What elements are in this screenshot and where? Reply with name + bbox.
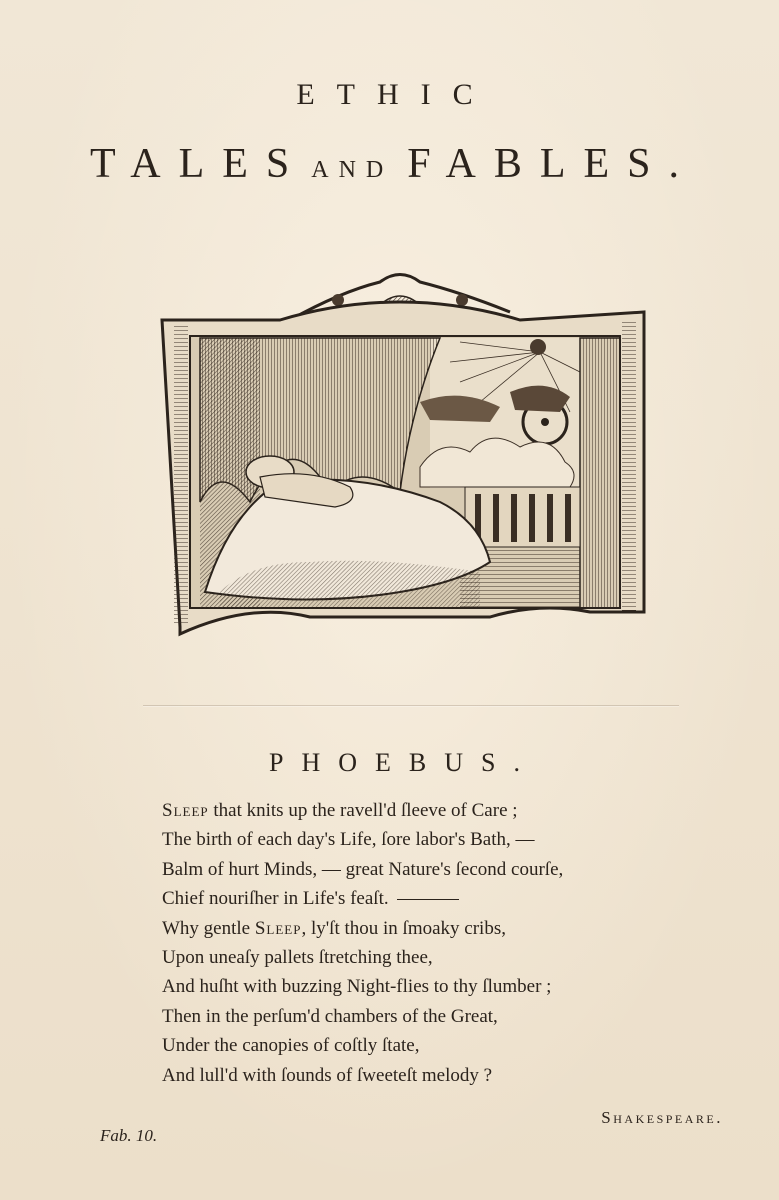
poem-line: Under the canopies of coſtly ſtate, [162,1035,420,1057]
line-text: , ly'ſt thou in ſmoaky cribs, [301,917,506,939]
title-word-and: AND [311,157,394,183]
small-caps-word: Sleep [162,800,209,821]
title-word-fables: FABLES. [407,141,698,187]
engraving-illustration [160,262,646,642]
poem-line [162,914,682,943]
fable-reference: Fab. 10. [100,1126,158,1145]
poem-line [162,884,682,913]
poem-line: And lull'd with ſounds of ſweeteſt melody ? [162,1064,493,1086]
line-text: Chief nouriſher in Life's feaſt. [162,888,389,910]
small-caps-word: Sleep [254,917,302,939]
poem-line: And huſht with buzzing Night-flies to thy ſlumber ; [162,976,552,998]
poem-author: Shakespeare. [601,1108,723,1127]
poem-line [162,796,682,825]
poem-line: Then in the perſum'd chambers of the Great, [162,1005,498,1027]
line-text: Why gentle [162,917,255,939]
line-text: that knits up the ravell'd ſleeve of Care ; [208,800,518,821]
title-word-tales: TALES [89,141,308,187]
poem-line: Upon uneaſy pallets ſtretching thee, [162,947,433,969]
book-title-line-1: ETHIC [296,78,495,111]
book-title-line-2 [0,140,779,188]
rule-dash [397,899,459,900]
poem-title: PHOEBUS. [269,748,538,777]
poem-line: The birth of each day's Life, ſore labor's Bath, — [162,829,535,851]
poem-line: Balm of hurt Minds, — great Nature's ſecond courſe, [162,858,564,880]
poem-body [162,796,682,1090]
